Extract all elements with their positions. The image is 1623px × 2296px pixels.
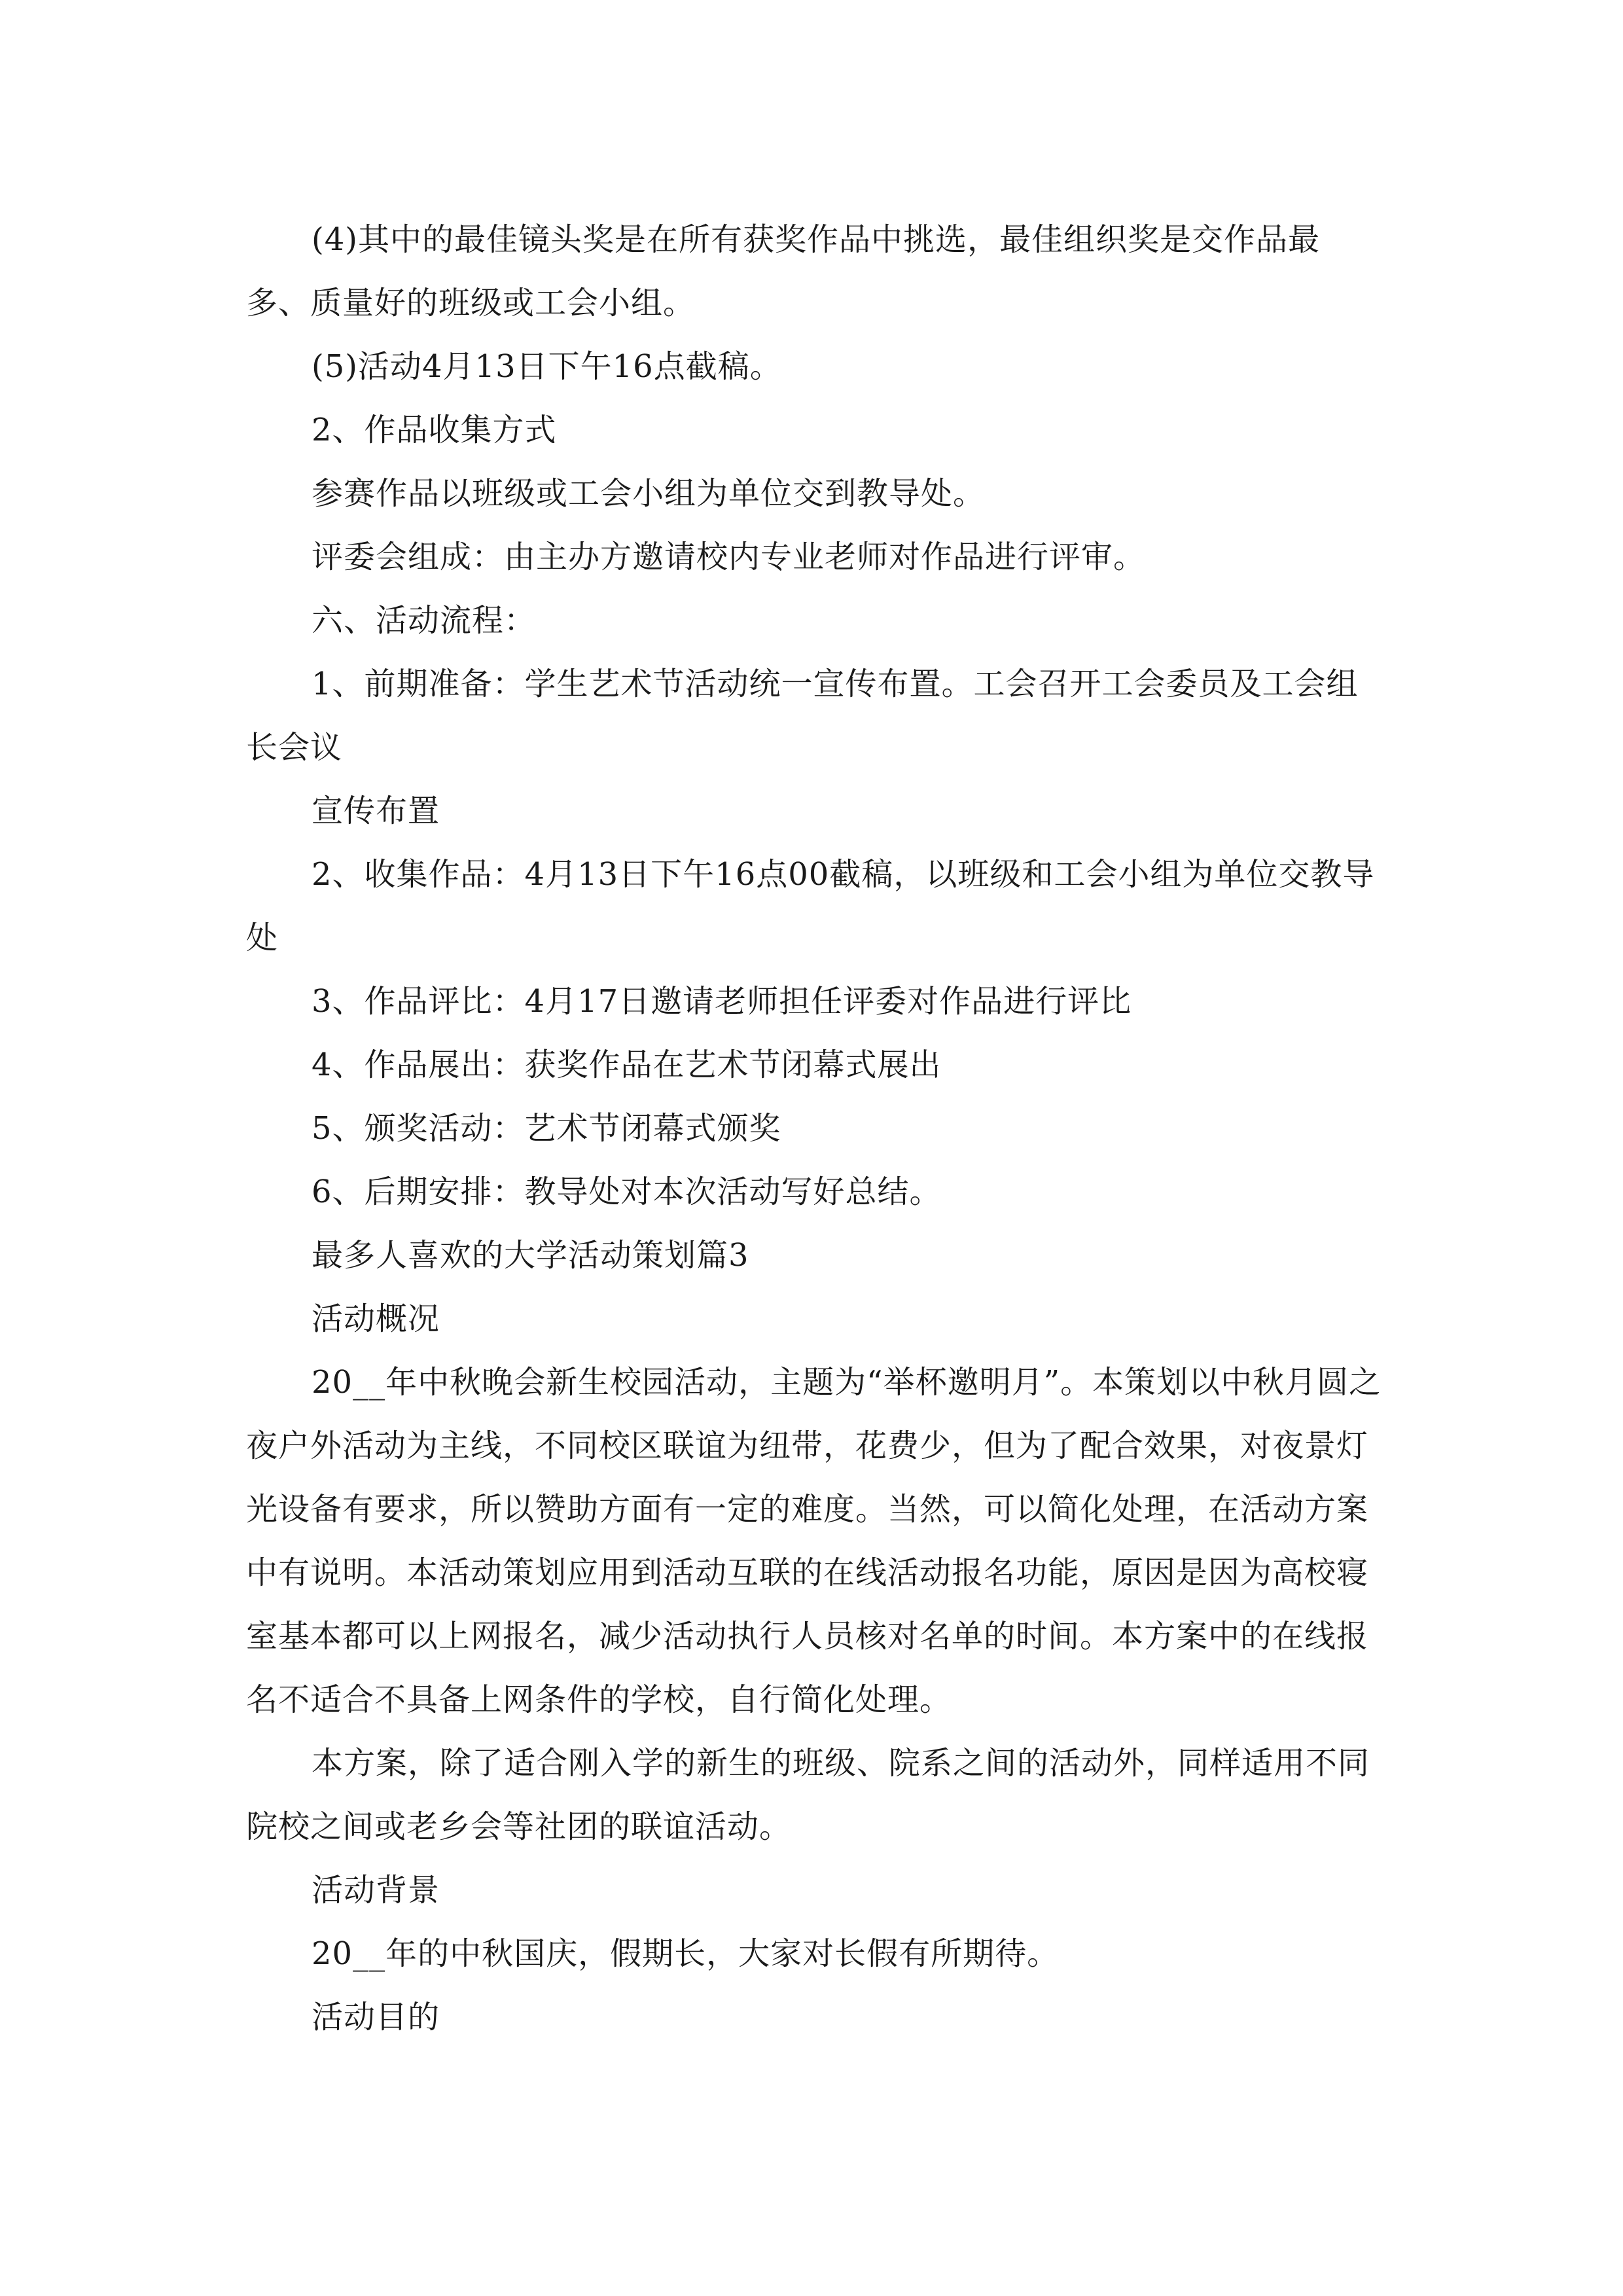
paragraph-best-shot-award: (4)其中的最佳镜头奖是在所有获奖作品中挑选，最佳组织奖是交作品最多、质量好的班级或工会小组。 xyxy=(246,221,1320,321)
section-title-part-3: 最多人喜欢的大学活动策划篇3 xyxy=(312,1237,749,1274)
paragraph-jury: 评委会组成：由主办方邀请校内专业老师对作品进行评审。 xyxy=(312,539,1146,575)
paragraph-submission: 参赛作品以班级或工会小组为单位交到教导处。 xyxy=(312,475,986,512)
paragraph-background: 20__年的中秋国庆，假期长，大家对长假有所期待。 xyxy=(312,1935,1060,1972)
paragraph-deadline: (5)活动4月13日下午16点截稿。 xyxy=(312,348,782,385)
paragraph-collect-works: 2、收集作品：4月13日下午16点00截稿，以班级和工会小组为单位交教导处 xyxy=(246,856,1375,956)
document-body xyxy=(246,208,1382,2049)
heading-activity-process: 六、活动流程： xyxy=(312,602,537,639)
paragraph-publicity: 宣传布置 xyxy=(312,793,440,829)
paragraph-evaluation: 3、作品评比：4月17日邀请老师担任评委对作品进行评比 xyxy=(312,983,1132,1020)
paragraph-follow-up: 6、后期安排：教导处对本次活动写好总结。 xyxy=(312,1174,942,1210)
heading-purpose: 活动目的 xyxy=(312,1999,440,2036)
heading-overview: 活动概况 xyxy=(312,1300,440,1337)
paragraph-exhibition: 4、作品展出：获奖作品在艺术节闭幕式展出 xyxy=(312,1047,942,1083)
heading-collection-method: 2、作品收集方式 xyxy=(312,412,557,448)
paragraph-overview: 20__年中秋晚会新生校园活动，主题为“举杯邀明月”。本策划以中秋月圆之夜户外活动为主线，不同校区联谊为纽带，花费少，但为了配合效果，对夜景灯光设备有要求，所以赞助方面有一定的难度。当然，可以简化处理，在活动方案中有说明。本活动策划应用到活动互联的在线活动报名功能，原因是因为高校寝室基本都可以上网报名，减少活动执行人员核对名单的时间。本方案中的在线报名不适合不具备上网条件的学校，自行简化处理。 xyxy=(246,1364,1382,1718)
paragraph-awards: 5、颁奖活动：艺术节闭幕式颁奖 xyxy=(312,1110,781,1147)
heading-background: 活动背景 xyxy=(312,1872,440,1909)
paragraph-applicability: 本方案，除了适合刚入学的新生的班级、院系之间的活动外，同样适用不同院校之间或老乡会等社团的联谊活动。 xyxy=(246,1745,1370,1845)
paragraph-preparation: 1、前期准备：学生艺术节活动统一宣传布置。工会召开工会委员及工会组长会议 xyxy=(246,666,1359,766)
